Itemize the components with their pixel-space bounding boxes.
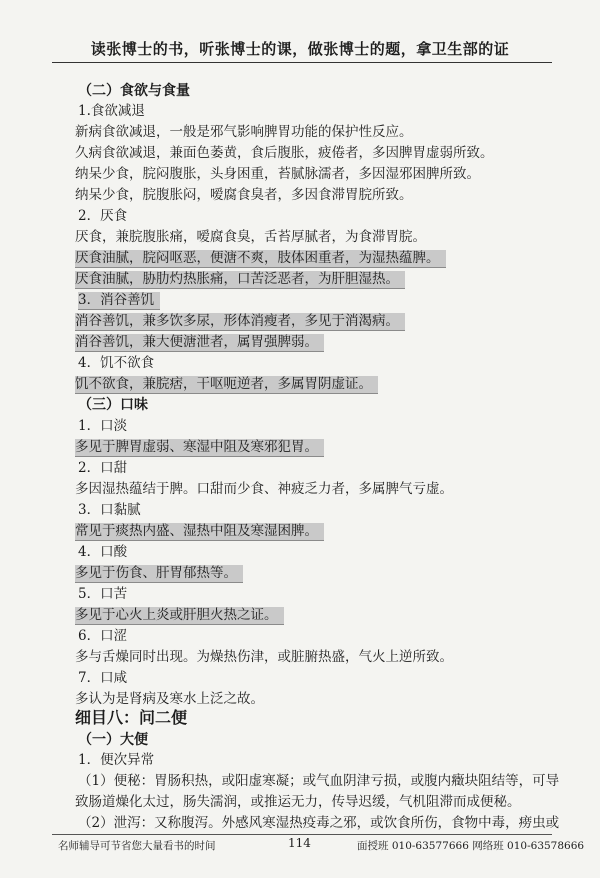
text-line: 多因湿热蕴结于脾。口甜而少食、神疲乏力者，多属脾气亏虚。 (75, 481, 453, 497)
section-heading: （三）口味 (78, 397, 148, 413)
text-line: （1）便秘：胃肠积热，或阳虚寒凝；或气血阴津亏损，或腹内癥块阻结等，可导 (78, 773, 560, 789)
header-divider (52, 62, 552, 63)
footer-contact: 面授班 010-63577666 网络班 010-63578666 (357, 840, 585, 852)
text-line (75, 312, 405, 330)
text-line (75, 249, 446, 267)
text-line (75, 333, 324, 351)
text-line: 2．厌食 (78, 208, 128, 224)
text-line: 致肠道燥化太过，肠失濡润，或推运无力，传导迟缓，气机阻滞而成便秘。 (75, 794, 521, 810)
text-line: 纳呆少食，脘腹胀闷，嗳腐食臭者，多因食滞胃脘所致。 (75, 187, 413, 203)
highlighted-text: 多见于伤食、肝胃郁热等。 (75, 565, 243, 583)
text-line: 2．口甜 (78, 460, 128, 476)
text-line: 多与舌燥同时出现。为燥热伤津，或脏腑热盛，气火上逆所致。 (75, 649, 453, 665)
highlighted-text: 消谷善饥，兼大便溏泄者，属胃强脾弱。 (75, 334, 324, 352)
text-line: 4．饥不欲食 (78, 355, 155, 371)
text-line: 1.食欲减退 (78, 103, 145, 119)
text-line: 多认为是肾病及寒水上泛之故。 (75, 691, 264, 707)
section-heading: （一）大便 (78, 732, 148, 748)
text-line: 久病食欲减退，兼面色萎黄，食后腹胀，疲倦者，多因脾胃虚弱所致。 (75, 145, 494, 161)
text-line (75, 375, 378, 393)
highlighted-text: 厌食油腻，脘闷呕恶，便溏不爽，肢体困重者，为湿热蕴脾。 (75, 250, 446, 268)
highlighted-text: 3．消谷善饥 (78, 292, 160, 310)
highlighted-text: 消谷善饥，兼多饮多尿，形体消瘦者，多见于消渴病。 (75, 313, 405, 331)
text-line (75, 438, 324, 456)
text-line (75, 564, 243, 582)
page-number: 114 (288, 836, 311, 850)
text-line: 5．口苦 (78, 586, 128, 602)
text-line: 纳呆少食，脘闷腹胀，头身困重，苔腻脉濡者，多因湿邪困脾所致。 (75, 166, 480, 182)
header-title: 读张博士的书，听张博士的课，做张博士的题，拿卫生部的证 (90, 40, 510, 58)
text-line: 6．口涩 (78, 628, 128, 644)
highlighted-text: 厌食油腻，胁肋灼热胀痛，口苦泛恶者，为肝胆湿热。 (75, 271, 405, 289)
section-heading: （二）食欲与食量 (78, 83, 190, 99)
highlighted-text: 多见于脾胃虚弱、寒湿中阻及寒邪犯胃。 (75, 439, 324, 457)
text-line (75, 606, 284, 624)
text-line: 4．口酸 (78, 544, 128, 560)
text-line: 7．口咸 (78, 670, 128, 686)
text-line: 1．口淡 (78, 418, 128, 434)
text-line (78, 291, 160, 309)
footer-slogan: 名师辅导可节省您大量看书的时间 (58, 840, 216, 852)
text-line: 新病食欲减退，一般是邪气影响脾胃功能的保护性反应。 (75, 124, 413, 140)
highlighted-text: 饥不欲食，兼脘痞，干呕呃逆者，多属胃阴虚证。 (75, 376, 378, 394)
footer-divider (52, 834, 552, 835)
text-line: 1．便次异常 (78, 752, 155, 768)
text-line (75, 270, 405, 288)
text-line: （2）泄泻：又称腹泻。外感风寒湿热疫毒之邪，或饮食所伤，食物中毒，痨虫或 (78, 815, 560, 831)
text-line (75, 522, 324, 540)
text-line: 厌食，兼脘腹胀痛，嗳腐食臭，舌苔厚腻者，为食滞胃脘。 (75, 229, 426, 245)
section-heading: 细目八：问二便 (75, 708, 188, 727)
text-line: 3．口黏腻 (78, 502, 141, 518)
highlighted-text: 多见于心火上炎或肝胆火热之证。 (75, 607, 284, 625)
highlighted-text: 常见于痰热内盛、湿热中阻及寒湿困脾。 (75, 523, 324, 541)
